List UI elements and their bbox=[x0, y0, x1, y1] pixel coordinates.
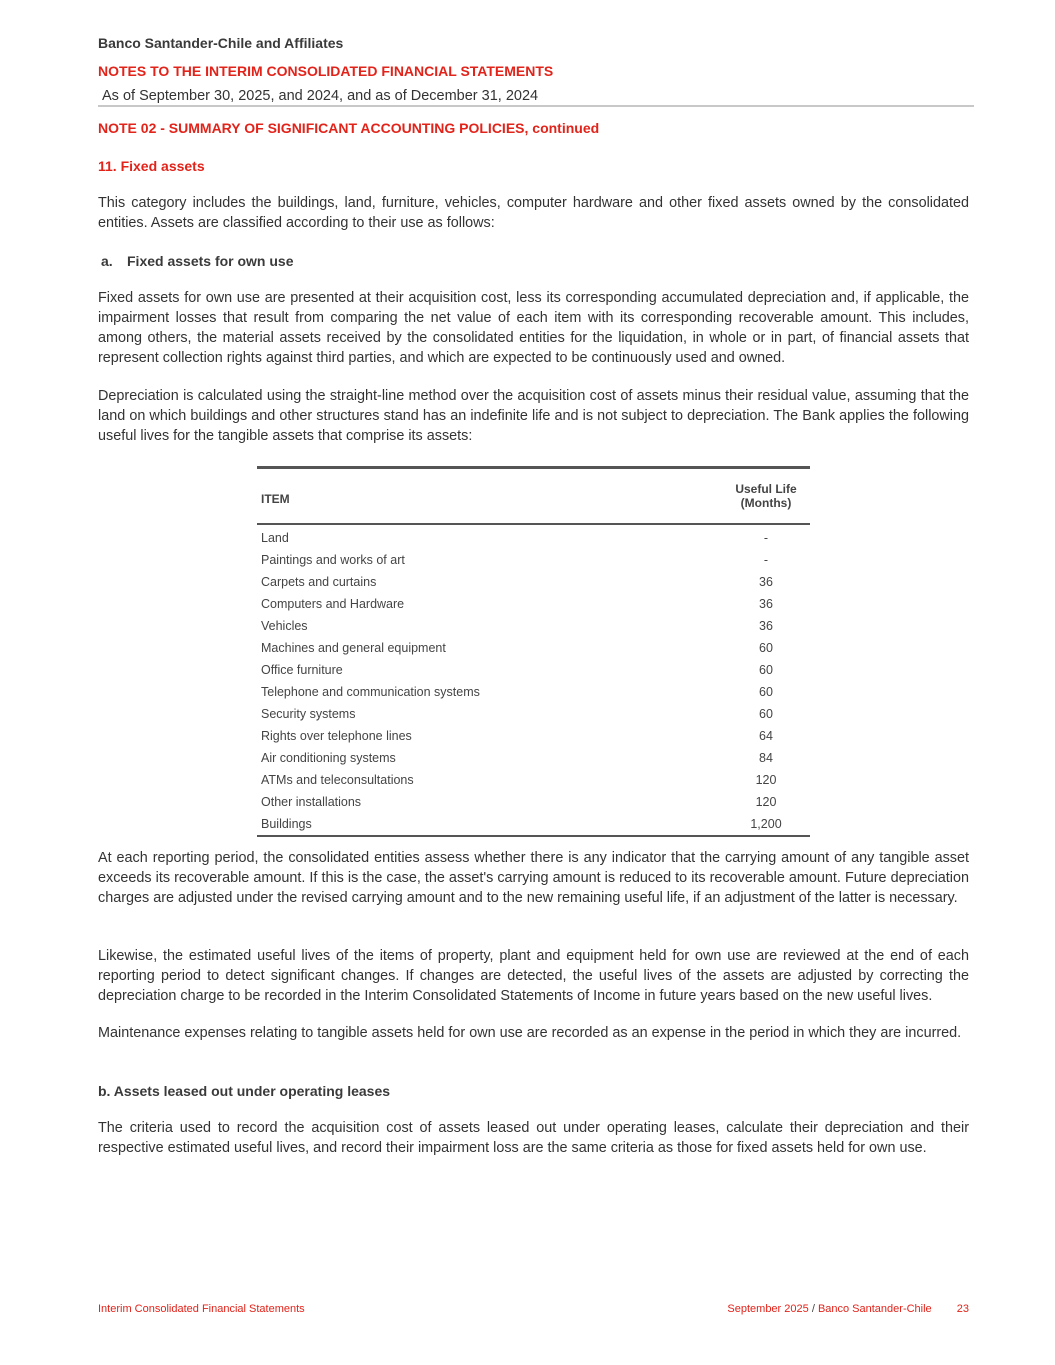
table-row bbox=[257, 703, 810, 725]
row-item: Telephone and communication systems bbox=[261, 685, 480, 699]
row-item: Office furniture bbox=[261, 663, 343, 677]
section-title: 11. Fixed assets bbox=[98, 158, 205, 174]
footer-right bbox=[727, 1303, 969, 1315]
subsection-a-heading bbox=[101, 253, 294, 269]
footer-bank: Banco Santander-Chile bbox=[817, 1303, 932, 1315]
row-useful-life: 84 bbox=[759, 751, 773, 765]
row-item: Carpets and curtains bbox=[261, 575, 377, 589]
footer-date: September 2025 bbox=[727, 1303, 809, 1315]
row-item: Paintings and works of art bbox=[261, 553, 405, 567]
row-useful-life: 64 bbox=[759, 729, 773, 743]
row-item: Other installations bbox=[261, 795, 362, 809]
row-useful-life: 36 bbox=[759, 597, 773, 611]
column-header-useful-life-line2: (Months) bbox=[740, 496, 792, 510]
column-header-useful-life bbox=[722, 468, 810, 525]
row-useful-life: 1,200 bbox=[722, 813, 810, 836]
after-table-para3: Maintenance expenses relating to tangible assets held for own use are recorded as an expense in the period in which they are incurred. bbox=[98, 1025, 962, 1041]
column-header-item: ITEM bbox=[257, 468, 722, 525]
subsection-a-para2: Depreciation is calculated using the straight-line method over the acquisition cost of assets minus their residual value, assuming that the land on which buildings and other structures stand has an indefinite life and is not subject to depreciation. The Bank applies the following useful lives for the tangible assets that comprise its assets: bbox=[98, 388, 969, 444]
table-row bbox=[257, 571, 810, 593]
subsection-a-letter: a. bbox=[101, 253, 113, 269]
row-item: Machines and general equipment bbox=[261, 641, 446, 655]
row-item: Security systems bbox=[261, 707, 356, 721]
table-row bbox=[257, 549, 810, 571]
table-row bbox=[257, 659, 810, 681]
table-row bbox=[257, 725, 810, 747]
after-table-para2: Likewise, the estimated useful lives of the items of property, plant and equipment held for own use are reviewed at the end of each reporting period to detect significant changes. If changes are detected, the useful lives of the assets are adjusted by correcting the depreciation charge to be recorded in the Interim Consolidated Statements of Income in future years based on the new useful lives. bbox=[98, 948, 969, 1004]
row-item: Rights over telephone lines bbox=[261, 729, 412, 743]
notes-title: NOTES TO THE INTERIM CONSOLIDATED FINANCIAL STATEMENTS bbox=[98, 63, 554, 79]
after-table-para1: At each reporting period, the consolidated entities assess whether there is any indicator that the carrying amount of any tangible asset exceeds its recoverable amount. If this is the case, the asset's carrying amount is reduced to its recoverable amount. Future depreciation charges are adjusted under the revised carrying amount and to the new remaining useful life, if an adjustment of the latter is necessary. bbox=[98, 850, 969, 906]
table-row bbox=[257, 524, 810, 549]
table-row bbox=[257, 593, 810, 615]
table-header-row bbox=[257, 468, 810, 525]
row-item: Vehicles bbox=[261, 619, 308, 633]
row-useful-life: 60 bbox=[759, 641, 773, 655]
subsection-b-title: b. Assets leased out under operating leases bbox=[98, 1083, 391, 1099]
page-number: 23 bbox=[956, 1303, 969, 1315]
header-divider bbox=[98, 105, 974, 107]
subsection-b-para: The criteria used to record the acquisition cost of assets leased out under operating leases, calculate their depreciation and their respective estimated useful lives, and record their impairment loss are the same criteria as those for fixed assets held for own use. bbox=[98, 1120, 969, 1156]
row-useful-life: 60 bbox=[759, 685, 773, 699]
table-row bbox=[257, 615, 810, 637]
subsection-a-para1: Fixed assets for own use are presented at their acquisition cost, less its corresponding accumulated depreciation and, if applicable, the impairment losses that result from comparing the net value of each item with its corresponding recoverable amount. This includes, among others, the material assets received by the consolidated entities for the liquidation, in whole or in part, of financial assets that represent collection rights against third parties, and which are expected to be continuously used and owned. bbox=[98, 290, 969, 366]
useful-life-table bbox=[257, 466, 810, 837]
row-item: Buildings bbox=[257, 813, 722, 836]
row-useful-life: 60 bbox=[759, 663, 773, 677]
table-row bbox=[257, 769, 810, 791]
row-useful-life: 60 bbox=[759, 707, 773, 721]
section-intro: This category includes the buildings, land, furniture, vehicles, computer hardware and other fixed assets owned by the consolidated entities. Assets are classified according to their use as follows: bbox=[98, 195, 969, 231]
table-row bbox=[257, 747, 810, 769]
row-item: ATMs and teleconsultations bbox=[261, 773, 414, 787]
subsection-a-title: Fixed assets for own use bbox=[127, 253, 294, 269]
note-heading: NOTE 02 - SUMMARY OF SIGNIFICANT ACCOUNTING POLICIES, continued bbox=[98, 120, 600, 136]
row-useful-life: - bbox=[763, 531, 769, 545]
row-item: Land bbox=[261, 531, 289, 545]
row-useful-life: 120 bbox=[755, 795, 777, 809]
column-header-useful-life-line1: Useful Life bbox=[735, 482, 797, 496]
table-row bbox=[257, 637, 810, 659]
table-row bbox=[257, 681, 810, 703]
row-useful-life: 120 bbox=[755, 773, 777, 787]
row-item: Computers and Hardware bbox=[261, 597, 405, 611]
company-name: Banco Santander-Chile and Affiliates bbox=[98, 35, 344, 51]
table-row bbox=[257, 791, 810, 813]
footer-document-title: Interim Consolidated Financial Statements bbox=[98, 1303, 305, 1315]
as-of-date: As of September 30, 2025, and 2024, and as of December 31, 2024 bbox=[102, 88, 539, 104]
table-row bbox=[257, 813, 810, 836]
row-useful-life: 36 bbox=[759, 619, 773, 633]
row-useful-life: - bbox=[763, 553, 769, 567]
footer-separator: / bbox=[811, 1303, 815, 1315]
row-useful-life: 36 bbox=[759, 575, 773, 589]
row-item: Air conditioning systems bbox=[261, 751, 396, 765]
